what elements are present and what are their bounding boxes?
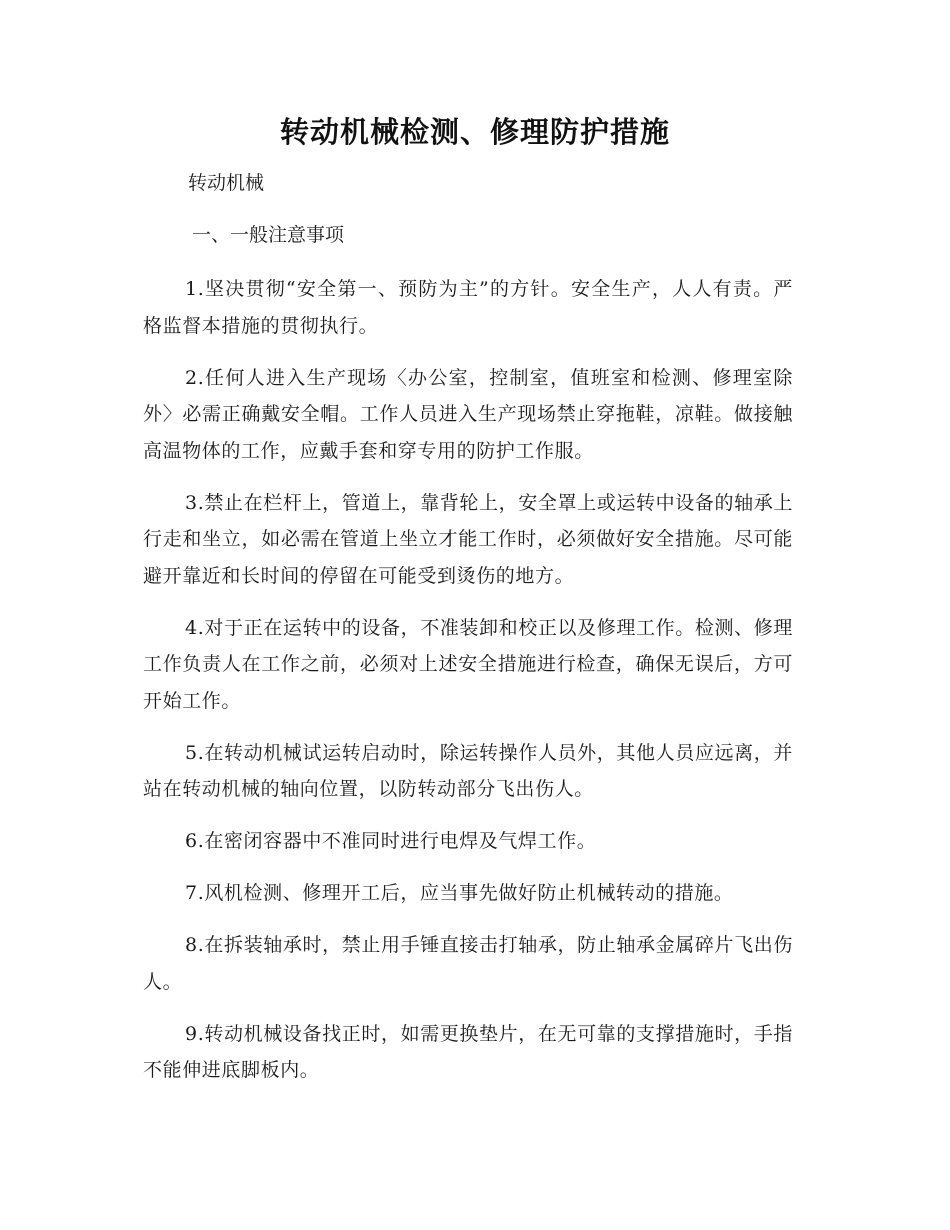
precaution-item: 1.坚决贯彻“安全第一、预防为主”的方针。安全生产，人人有责。严格监督本措施的贯彻执行。	[143, 278, 793, 337]
precaution-item: 5.在转动机械试运转启动时，除运转操作人员外，其他人员应远离，并站在转动机械的轴向位置，以防转动部分飞出伤人。	[143, 741, 793, 800]
section-heading: 一、一般注意事项	[192, 224, 345, 246]
precaution-item: 6.在密闭容器中不准同时进行电焊及气焊工作。	[185, 830, 597, 852]
precaution-item: 7.风机检测、修理开工后，应当事先做好防止机械转动的措施。	[185, 882, 734, 904]
document-title: 转动机械检测、修理防护措施	[279, 115, 670, 149]
precaution-item: 9.转动机械设备找正时，如需更换垫片，在无可靠的支撑措施时，手指不能伸进底脚板内。	[143, 1022, 793, 1081]
precaution-item: 2.任何人进入生产现场〈办公室，控制室，值班室和检测、修理室除外〉必需正确戴安全帽。工作人员进入生产现场禁止穿拖鞋，凉鞋。做接触高温物体的工作，应戴手套和穿专用的防护工作服。	[143, 366, 793, 462]
precaution-item: 3.禁止在栏杆上，管道上，靠背轮上，安全罩上或运转中设备的轴承上行走和坐立，如必需在管道上坐立才能工作时，必须做好安全措施。尽可能避开靠近和长时间的停留在可能受到烫伤的地方。	[143, 491, 793, 587]
precaution-item: 8.在拆装轴承时，禁止用手锤直接击打轴承，防止轴承金属碎片飞出伤人。	[143, 934, 793, 993]
document-subtitle: 转动机械	[188, 172, 265, 194]
precaution-item: 4.对于正在运转中的设备，不准装卸和校正以及修理工作。检测、修理工作负责人在工作之前，必须对上述安全措施进行检查，确保无误后，方可开始工作。	[143, 616, 793, 712]
precaution-list	[143, 271, 793, 1104]
